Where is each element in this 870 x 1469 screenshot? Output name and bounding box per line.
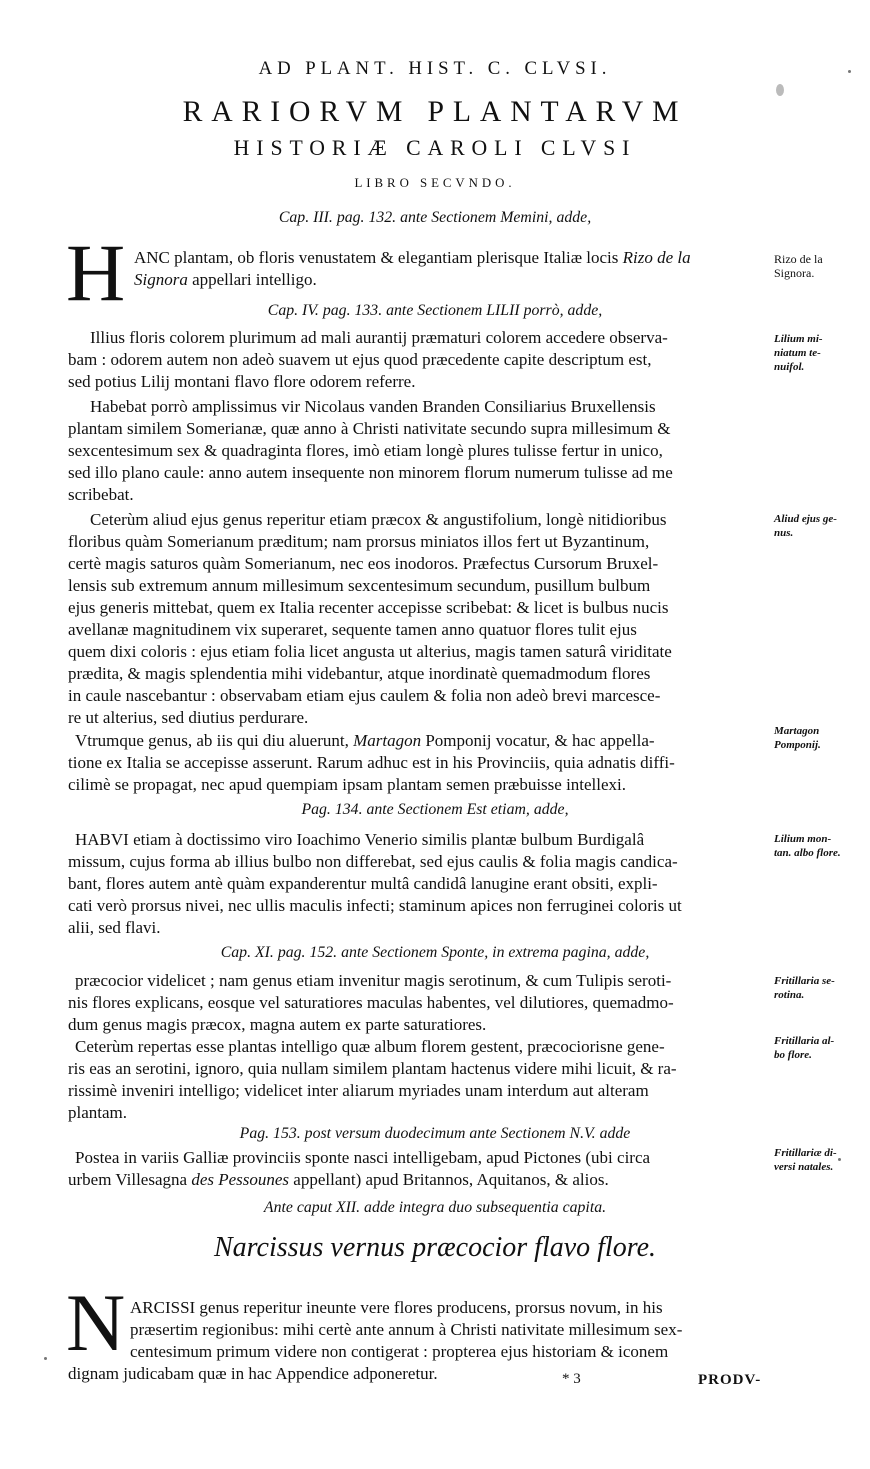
margin-note <box>774 974 835 1002</box>
text-line: re ut alterius, sed diutius perdurare. <box>68 708 309 727</box>
margin-note <box>774 252 823 280</box>
text-line: sexcentesimum sex & quadraginta flores, imò etiam longè plures tulisse fertur in unico, <box>68 441 663 460</box>
margin-note-line: Fritillaria se- <box>774 975 835 987</box>
page-subtitle: LIBRO SECVNDO. <box>354 175 516 190</box>
text-run: appellant) apud Britannos, Aquitanos, & alios. <box>289 1170 609 1189</box>
chapter-title: Narcissus vernus præcocior flavo flore. <box>213 1232 656 1263</box>
text-line: prædita, & magis splendentia mihi videbantur, atque inordinatè quemadmodum flores <box>68 664 651 683</box>
text-line: ejus generis mittebat, quem ex Italia recenter accepisse scribebat: & licet is bulbus nucis <box>68 598 669 617</box>
ink-blot <box>838 1158 841 1161</box>
catchword: PRODV- <box>698 1372 762 1388</box>
section-heading: Pag. 134. ante Sectionem Est etiam, adde, <box>301 801 569 818</box>
text-line: HABVI etiam à doctissimo viro Ioachimo Venerio similis plantæ bulbum Burdigalâ <box>75 830 645 849</box>
text-line: sed potius Lilij montani flavo flore odorem referre. <box>68 372 416 391</box>
text-line: certè magis saturos quàm Somerianum, nec eos inodoros. Præfectus Cursorum Bruxel- <box>68 554 659 573</box>
margin-note-line: rotina. <box>774 989 805 1001</box>
text-line: dignam judicabam quæ in hac Appendice adponeretur. <box>68 1364 438 1383</box>
margin-note-line: Martagon <box>774 725 820 737</box>
margin-note <box>774 832 841 860</box>
margin-note-line: Lilium mi- <box>774 333 823 345</box>
margin-note <box>774 332 823 374</box>
section-heading: Cap. XI. pag. 152. ante Sectionem Sponte, in extrema pagina, adde, <box>220 944 650 961</box>
text-line: præcocior videlicet ; nam genus etiam invenitur magis serotinum, & cum Tulipis seroti- <box>75 971 672 990</box>
text-line: ris eas an serotini, ignoro, quia nullam similem plantam hactenus videre mihi licuit, & ra- <box>68 1059 677 1078</box>
margin-note-line: versi natales. <box>774 1161 834 1173</box>
text-run: urbem Villesagna <box>68 1170 192 1189</box>
margin-note-line: Fritillaria al- <box>774 1035 835 1047</box>
margin-note-line: Lilium mon- <box>774 833 832 845</box>
text-line: cati verò prorsus nivei, nec ullis maculis infecti; staminum apices non ferruginei coloris ut <box>68 896 682 915</box>
text-line: Postea in variis Galliæ provinciis sponte nasci intelligebam, apud Pictones (ubi circa <box>75 1148 651 1167</box>
text-line: missum, cujus forma ab illius bulbo non differebat, sed ejus caulis & folia magis candica- <box>68 852 678 871</box>
margin-note <box>774 1034 834 1062</box>
text-line: cilimè se propagat, nec apud quempiam ipsam plantam semen præbuisse intellexi. <box>68 775 627 794</box>
margin-note-line: Signora. <box>774 266 815 280</box>
italic-run: Rizo de la <box>622 248 691 267</box>
drop-cap: H <box>66 227 126 318</box>
text-line: Illius floris colorem plurimum ad mali aurantij præmaturi colorem accedere observa- <box>90 328 668 347</box>
text-line: plantam similem Somerianæ, quæ anno à Christi nativitate secundo supra millesimum & <box>68 419 671 438</box>
margin-note <box>774 1146 837 1174</box>
text-line: ARCISSI genus reperitur ineunte vere flores producens, prorsus novum, in his <box>130 1298 663 1317</box>
signature-mark: * 3 <box>562 1371 581 1387</box>
margin-note-line: nuifol. <box>774 361 805 373</box>
margin-note-line: niatum te- <box>774 347 821 359</box>
text-line: tione ex Italia se accepisse asserunt. Rarum adhuc est in his Provinciis, quia adnatis diffi- <box>68 753 675 772</box>
text-line: floribus quàm Somerianum præditum; nam prorsus miniatos illos fert ut Byzantinum, <box>68 532 650 551</box>
margin-note <box>774 724 821 752</box>
italic-run: des Pessounes <box>191 1170 290 1189</box>
ink-blot <box>776 84 784 96</box>
page-title-line2: HISTORIÆ CAROLI CLVSI <box>233 135 637 160</box>
text-line <box>134 270 317 290</box>
text-line: dum genus magis præcox, magna autem ex parte saturatiores. <box>68 1015 487 1034</box>
text-line: plantam. <box>68 1103 128 1122</box>
text-line: Ceterùm aliud ejus genus reperitur etiam præcox & angustifolium, longè nitidioribus <box>90 510 667 529</box>
text-line: rissimè inveniri intelligo; videlicet inter aliarum myriades unam interdum aut alteram <box>68 1081 649 1100</box>
section-heading: Cap. III. pag. 132. ante Sectionem Memini, adde, <box>278 209 592 226</box>
margin-note-line: bo flore. <box>774 1049 812 1061</box>
text-line: nis flores explicans, eosque vel saturatiores maculas habentes, vel dilutiores, quemadmo- <box>68 993 674 1012</box>
section-heading: Pag. 153. post versum duodecimum ante Sectionem N.V. adde <box>239 1125 631 1142</box>
text-line: Ceterùm repertas esse plantas intelligo quæ album florem gestent, præcociorisne gene- <box>75 1037 665 1056</box>
ink-blot <box>848 70 851 73</box>
text-run: Pomponij vocatur, & hac appella- <box>421 731 655 750</box>
text-line: avellanæ magnitudinem vix superaret, sequente tamen anno quatuor flores tulit ejus <box>68 620 637 639</box>
text-line: centesimum primum videre non contigerat : propterea ejus historiam & iconem <box>130 1342 669 1361</box>
text-line: lensis sub extremum annum millesimum sexcentesimum secundum, pusillum bulbum <box>68 576 651 595</box>
text-line: bam : odorem autem non adeò suavem ut ejus quod præcedente capite descriptum est, <box>68 350 652 369</box>
margin-note-line: tan. albo flore. <box>774 847 841 859</box>
text-line: præsertim regionibus: mihi certè ante annum à Christi nativitate millesimum sex- <box>130 1320 683 1339</box>
margin-note-line: nus. <box>774 527 794 539</box>
text-line: Habebat porrò amplissimus vir Nicolaus vanden Branden Consiliarius Bruxellensis <box>90 397 656 416</box>
margin-note <box>774 512 837 540</box>
text-line: alii, sed flavi. <box>68 918 161 937</box>
text-line: quem dixi coloris : ejus etiam folia licet angusta ut alterius, magis tamen saturâ viriditate <box>68 642 672 661</box>
text-line: in caule nascebantur : observabam etiam ejus caulem & folia non adeò brevi marcesce- <box>68 686 661 705</box>
drop-cap: N <box>66 1277 126 1368</box>
margin-note-line: Fritillariæ di- <box>774 1147 837 1159</box>
margin-note-line: Rizo de la <box>774 252 823 266</box>
text-line <box>134 248 691 268</box>
margin-note-line: Aliud ejus ge- <box>774 513 837 525</box>
text-line: scribebat. <box>68 485 134 504</box>
text-line: bant, flores autem antè quàm expanderentur multâ candidâ lanugine erant obsiti, expli- <box>68 874 658 893</box>
italic-run: Signora <box>134 270 188 289</box>
running-head: AD PLANT. HIST. C. CLVSI. <box>258 58 612 79</box>
text-run: appellari intelligo. <box>187 270 317 289</box>
page-title: RARIORVM PLANTARVM <box>182 95 688 128</box>
text-line <box>75 731 655 751</box>
italic-run: Martagon <box>353 731 422 750</box>
text-line <box>68 1170 609 1190</box>
text-run: Vtrumque genus, ab iis qui diu aluerunt, <box>75 731 354 750</box>
text-run: ANC plantam, ob floris venustatem & elegantiam plerisque Italiæ locis <box>134 248 623 267</box>
section-heading: Cap. IV. pag. 133. ante Sectionem LILII porrò, adde, <box>267 302 603 319</box>
text-line: sed illo plano caule: anno autem insequente non minorem florum numerum tulisse ad me <box>68 463 673 482</box>
ink-blot <box>44 1357 47 1360</box>
margin-note-line: Pomponij. <box>774 739 821 751</box>
section-heading: Ante caput XII. adde integra duo subsequentia capita. <box>263 1199 607 1216</box>
